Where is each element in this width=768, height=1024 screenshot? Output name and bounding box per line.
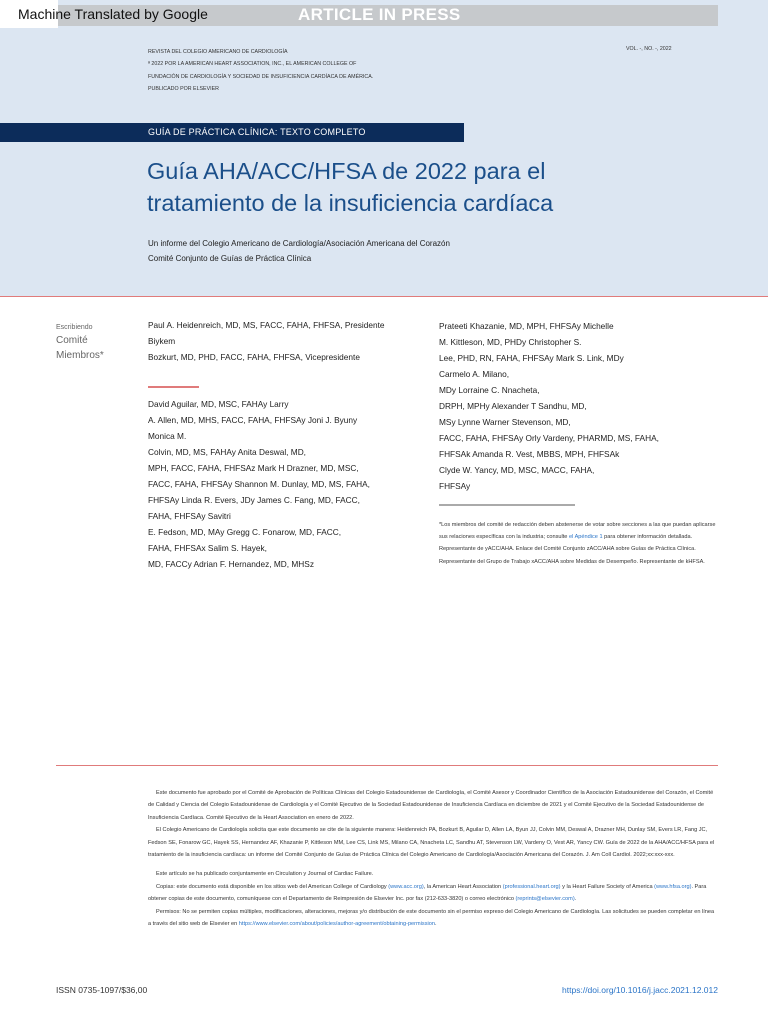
issn: ISSN 0735-1097/$36,00 bbox=[56, 985, 148, 995]
author-line: MD, FACCy Adrian F. Hernandez, MD, MHSz bbox=[148, 559, 314, 569]
notes-divider bbox=[56, 765, 718, 766]
author-line: FHFSAk Amanda R. Vest, MBBS, MPH, FHFSAk bbox=[439, 449, 620, 459]
article-in-press-label: ARTICLE IN PRESS bbox=[298, 5, 461, 24]
journal-info bbox=[148, 46, 373, 96]
journal-line: PUBLICADO POR ELSEVIER bbox=[148, 86, 219, 93]
author-line: Paul A. Heidenreich, MD, MS, FACC, FAHA, FHFSA, Presidente bbox=[148, 320, 385, 330]
committee-label-small: Escribiendo bbox=[56, 324, 93, 331]
journal-line: FUNDACIÓN DE CARDIOLOGÍA Y SOCIEDAD DE INSUFICIENCIA CARDÍACA DE AMÉRICA. bbox=[148, 73, 374, 80]
footnote-text: para obtener información detallada. Representante de yACC/AHA. Enlace del Comité Conjunto zACC/AHA sobre Guías de Práctica Clínica. Representante del Grupo de Trabajo xACC/AHA sobre Medidas de Desempeño. Representante de kHFSA. bbox=[439, 534, 705, 565]
journal-line: REVISTA DEL COLEGIO AMERICANO DE CARDIOLOGÍA bbox=[148, 49, 288, 55]
author-line: Colvin, MD, MS, FAHAy Anita Deswal, MD, bbox=[148, 447, 306, 457]
article-subtitle bbox=[148, 237, 450, 266]
author-line: E. Fedson, MD, MAy Gregg C. Fonarow, MD, FACC, bbox=[148, 527, 342, 537]
author-line: David Aguilar, MD, MSC, FAHAy Larry bbox=[148, 399, 289, 409]
author-line: Prateeti Khazanie, MD, MPH, FHFSAy Michelle bbox=[439, 321, 614, 331]
author-line: MDy Lorraine C. Nnacheta, bbox=[439, 385, 540, 395]
citation-note: El Colegio Americano de Cardiología solicita que este documento se cite de la siguiente manera: Heidenreich PA, Bozkurt B, Aguilar D, Allen LA, Byun JJ, Colvin MM, Deswal A, Drazner MH, Dunlay SM, Evers LR, Fang JC, Fedson SE, Fonarow GC, Hayek SS, Hernandez AF, Khazanie P, Kittleson MM, Lee CS, Link MS, Milano CA, Nnacheta LC, Sandhu AT, Stevenson LW, Vardeny O, Vest AR, Yancy CW. Guía de 2022 de la AHA/ACC/HFSA para el tratamiento de la insuficiencia cardíaca: un informe del Comité Conjunto de Guías de Práctica Clínica del Colegio Americano de Cardiología/Asociación Americana del Corazón. J. Am Coll Cardiol. 2022;xx:xxx-xxx. bbox=[148, 827, 715, 859]
permissions-note bbox=[148, 906, 718, 931]
committee-footnote bbox=[439, 519, 719, 568]
subtitle-line: Comité Conjunto de Guías de Práctica Clínica bbox=[148, 253, 312, 263]
copies-text: . Para obtener copias de este documento, comuníquese con el Departamento de Reimpresión de Elsevier Inc. por fax (212-633-3820) o correo electrónico bbox=[148, 883, 707, 903]
copies-text: Copias: este documento está disponible en los sitios web del American College of Cardiology bbox=[156, 883, 389, 890]
machine-translated-label: Machine Translated by Google bbox=[18, 6, 208, 22]
author-line: FACC, FAHA, FHFSAy Orly Vardeny, PHARMD, MS, FAHA, bbox=[439, 433, 659, 443]
author-line: A. Allen, MD, MHS, FACC, FAHA, FHFSAy Joni J. Byuny bbox=[148, 415, 358, 425]
author-line: Lee, PHD, RN, FAHA, FHFSAy Mark S. Link, MDy bbox=[439, 353, 624, 363]
author-line: DRPH, MPHy Alexander T Sandhu, MD, bbox=[439, 401, 587, 411]
author-line: FHFSAy bbox=[439, 481, 471, 491]
author-line: FACC, FAHA, FHFSAy Shannon M. Dunlay, MD, MS, FAHA, bbox=[148, 479, 370, 489]
approval-note: Este documento fue aprobado por el Comité de Aprobación de Políticas Clínicas del Colegio Estadounidense de Cardiología, el Comité Asesor y Coordinador Científico de la Asociación Estadounidense del Corazón, el Comité de Calidad y Ciencia del Colegio Estadounidense de Cardiología y el Comité Ejecutivo de la Sociedad Estadounidense de Insuficiencia Cardíaca en diciembre de 2021 y el Comité Ejecutivo de la Sociedad Estadounidense de Insuficiencia Cardíaca. Comité Ejecutivo de la Heart Association en enero de 2022. bbox=[148, 790, 714, 821]
copies-text: y la Heart Failure Society of America bbox=[560, 883, 655, 890]
author-line: FHFSAy Linda R. Evers, JDy James C. Fang, MD, FACC, bbox=[148, 495, 360, 505]
hfsa-link[interactable]: (www.hfsa.org) bbox=[654, 883, 692, 890]
author-line: MSy Lynne Warner Stevenson, MD, bbox=[439, 417, 571, 427]
footnote-divider bbox=[439, 504, 575, 506]
acc-link[interactable]: (www.acc.org) bbox=[388, 883, 424, 890]
authors-chairs bbox=[148, 317, 385, 365]
author-line: FAHA, FHFSAx Salim S. Hayek, bbox=[148, 543, 267, 553]
author-line: MPH, FACC, FAHA, FHFSAz Mark H Drazner, MD, MSC, bbox=[148, 463, 359, 473]
journal-line: ª 2022 POR LA AMERICAN HEART ASSOCIATION, INC., EL AMERICAN COLLEGE OF bbox=[148, 61, 357, 68]
author-line: Biykem bbox=[148, 336, 176, 346]
committee-label-line: Miembros* bbox=[56, 350, 104, 361]
guide-label: GUÍA DE PRÁCTICA CLÍNICA: TEXTO COMPLETO bbox=[148, 127, 366, 137]
author-line: Clyde W. Yancy, MD, MSC, MACC, FAHA, bbox=[439, 465, 595, 475]
title-line: tratamiento de la insuficiencia cardíaca bbox=[147, 190, 554, 216]
authors-left-column bbox=[148, 396, 370, 572]
copublication-note: Este artículo se ha publicado conjuntamente en Circulation y Journal of Cardiac Failure. bbox=[156, 871, 374, 878]
title-line: Guía AHA/ACC/HFSA de 2022 para el bbox=[147, 158, 546, 184]
aha-link[interactable]: (professional.heart.org) bbox=[502, 883, 561, 890]
authors-right-column bbox=[439, 318, 659, 494]
permissions-text: Permisos: No se permiten copias múltiples, modificaciones, alteraciones, mejoras y/o distribución de este documento sin el permiso expreso del Colegio Americano de Cardiología. Las solicitudes se pueden completar en línea a través del sitio web de Elsevier en bbox=[148, 908, 715, 928]
article-title bbox=[147, 155, 707, 219]
subtitle-line: Un informe del Colegio Americano de Cardiología/Asociación Americana del Corazón bbox=[148, 239, 450, 248]
elsevier-permissions-link[interactable]: https://www.elsevier.com/about/policies/author-agreement/obtaining-permission bbox=[238, 921, 435, 928]
copies-text: , la American Heart Association bbox=[423, 883, 503, 890]
copies-note bbox=[148, 881, 718, 906]
author-line: M. Kittleson, MD, PHDy Christopher S. bbox=[439, 337, 582, 347]
publication-notes bbox=[148, 787, 718, 930]
reprints-email-link[interactable]: (reprints@elsevier.com) bbox=[515, 896, 575, 903]
chairs-divider bbox=[148, 386, 199, 388]
header-divider bbox=[0, 296, 768, 297]
author-line: Bozkurt, MD, PHD, FACC, FAHA, FHFSA, Vicepresidente bbox=[148, 352, 360, 362]
writing-committee-label bbox=[56, 322, 104, 363]
volume-info: VOL. -, NO. -, 2022 bbox=[626, 46, 672, 52]
author-line: Monica M. bbox=[148, 431, 187, 441]
committee-label-line: Comité bbox=[56, 335, 88, 346]
author-line: FAHA, FHFSAy Savitri bbox=[148, 511, 231, 521]
permissions-text: . bbox=[435, 921, 437, 928]
appendix-link[interactable]: el Apéndice 1 bbox=[568, 534, 603, 541]
doi-link[interactable]: https://doi.org/10.1016/j.jacc.2021.12.012 bbox=[562, 985, 718, 995]
footnote-text: *Los miembros del comité de redacción deben abstenerse de votar sobre secciones a las que puedan aplicarse sus relaciones específicas con la industria; consulte bbox=[439, 522, 716, 541]
author-line: Carmelo A. Milano, bbox=[439, 369, 510, 379]
copies-text: . bbox=[574, 896, 577, 903]
